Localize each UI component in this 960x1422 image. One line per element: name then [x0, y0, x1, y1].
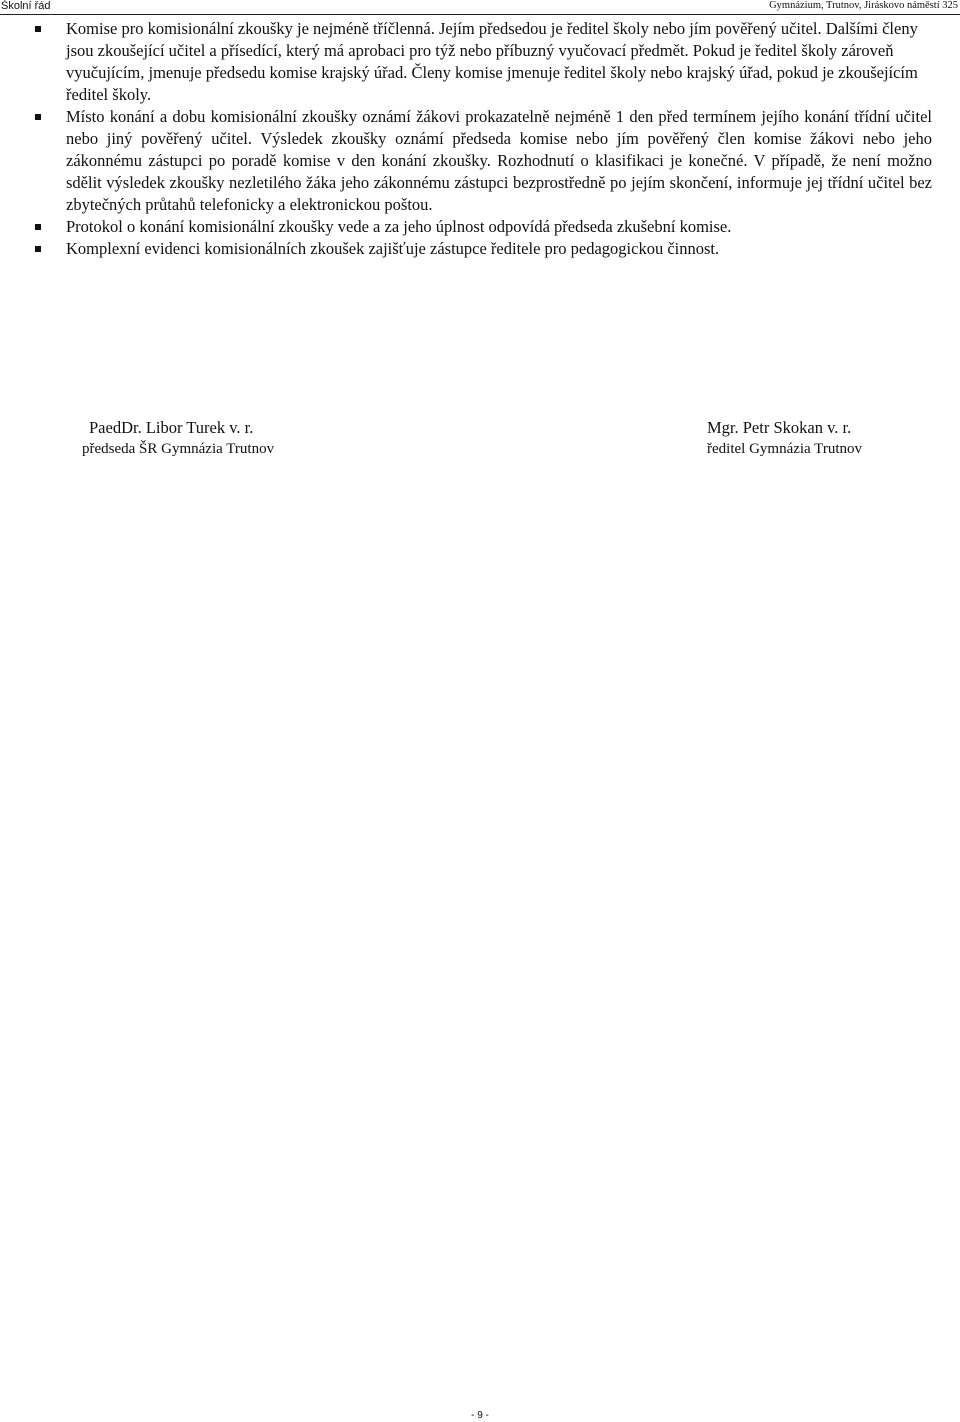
header-school-address: Gymnázium, Trutnov, Jiráskovo náměstí 325: [769, 0, 958, 11]
square-bullet-icon: [35, 114, 41, 120]
signature-name: PaedDr. Libor Turek v. r.: [89, 418, 254, 437]
page-number: - 9 -: [471, 1410, 489, 1421]
square-bullet-icon: [35, 26, 41, 32]
list-item: [0, 216, 960, 238]
rules-bullet-list: [0, 18, 960, 260]
bullet-text-committee: Komise pro komisionální zkoušky je nejméně tříčlenná. Jejím předsedou je ředitel školy nebo jím pověřený učitel. Dalšími členy jsou zkoušející učitel a přísedící, který má aprobaci pro týž nebo příbuzný vyučovací předmět. Pokud je ředitel školy zároveň vyučujícím, jmenuje předsedu komise krajský úřad. Členy komise jmenuje ředitel školy nebo krajský úřad, pokud je zkoušejícím ředitel školy.: [66, 19, 918, 104]
signature-role: předseda ŠR Gymnázia Trutnov: [82, 441, 275, 457]
header-document-title: Školní řád: [1, 0, 51, 12]
list-item: [0, 18, 960, 106]
bullet-text-protocol: Protokol o konání komisionální zkoušky vede a za jeho úplnost odpovídá předseda zkušební komise.: [66, 217, 732, 236]
signature-role: ředitel Gymnázia Trutnov: [707, 441, 862, 457]
signature-name: Mgr. Petr Skokan v. r.: [707, 418, 852, 437]
bullet-text-evidence: Komplexní evidenci komisionálních zkoušek zajišťuje zástupce ředitele pro pedagogickou činnost.: [66, 239, 720, 258]
signature-block-director: [707, 417, 862, 459]
page-header: [0, 0, 960, 15]
bullet-text-exam-date: Místo konání a dobu komisionální zkoušky oznámí žákovi prokazatelně nejméně 1 den před termínem jejího konání třídní učitel nebo jiný pověřený učitel. Výsledek zkoušky oznámí předseda komise nebo jím pověřený člen komise žákovi nebo jeho zákonnému zástupci po poradě komise v den konání zkoušky. Rozhodnutí o klasifikaci je konečné. V případě, že není možno sdělit výsledek zkoušky nezletilého žáka jeho zákonnému zástupci bezprostředně po jejím skončení, informuje jej třídní učitel bez zbytečných průtahů telefonicky a elektronickou poštou.: [66, 107, 932, 214]
square-bullet-icon: [35, 246, 41, 252]
list-item: [0, 238, 960, 260]
signature-block-chair: [82, 417, 274, 459]
list-item: [0, 106, 960, 216]
square-bullet-icon: [35, 224, 41, 230]
